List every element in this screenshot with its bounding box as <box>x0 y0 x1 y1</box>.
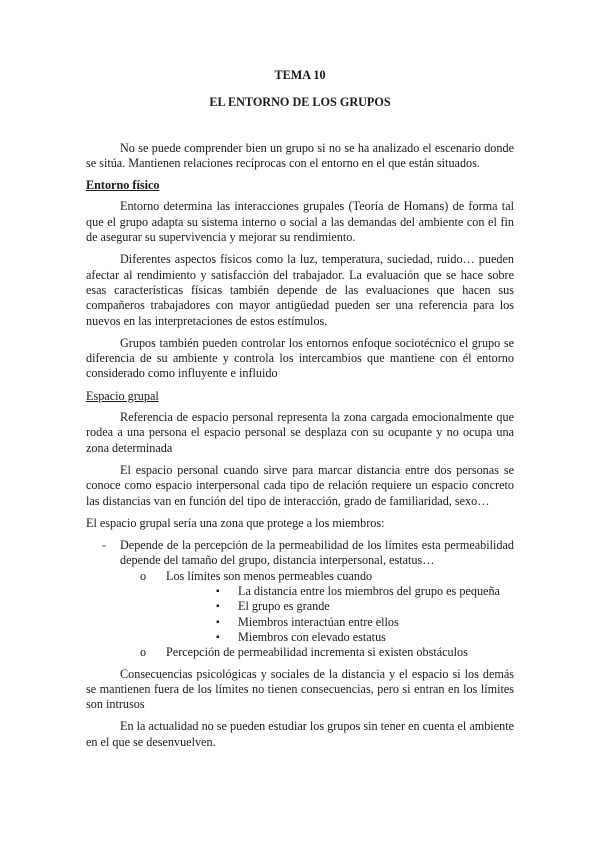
group-space-paragraph-4: Consecuencias psicológicas y sociales de la distancia y el espacio si los demás se mantienen fuera de los límites no tienen consecuencias, pero si entran en los límites son intrusos <box>86 666 514 712</box>
list-item <box>86 538 514 660</box>
sub-list-item-text: Percepción de permeabilidad incrementa si existen obstáculos <box>166 645 468 660</box>
list-item-text: Depende de la percepción de la permeabilidad de los límites esta permeabilidad depende del tamaño del grupo, distancia interpersonal, estatus… <box>120 538 514 568</box>
sub-list-item <box>120 569 514 645</box>
intro-paragraph: No se puede comprender bien un grupo si no se ha analizado el escenario donde se sitúa. Mantienen relaciones recíprocas con el entorno en el que están situados. <box>86 140 514 170</box>
group-space-paragraph-5: En la actualidad no se pueden estudiar los grupos sin tener en cuenta el ambiente en el que se desenvuelven. <box>86 719 514 749</box>
physical-paragraph-1: Entorno determina las interacciones grupales (Teoría de Homans) de forma tal que el grupo adapta su sistema interno o social a las demandas del ambiente con el fin de asegurar su supervivencia y mejorar su rendimiento. <box>86 199 514 245</box>
sub-list-item <box>120 645 514 660</box>
group-space-paragraph-2: El espacio personal cuando sirve para marcar distancia entre dos personas se conoce como espacio interpersonal cada tipo de relación requiere un espacio concreto las distancias van en función del tipo de interacción, grado de familiaridad, sexo… <box>86 462 514 508</box>
nested-list-item: ▪ Miembros interactúan entre ellos <box>166 615 514 630</box>
page-title: EL ENTORNO DE LOS GRUPOS <box>209 95 391 110</box>
document-body <box>86 68 514 757</box>
section-heading-physical: Entorno físico <box>86 178 160 193</box>
sub-list <box>120 569 514 661</box>
nested-list <box>166 584 514 645</box>
group-space-paragraph-3: El espacio grupal sería una zona que protege a los miembros: <box>86 515 385 530</box>
topic-number: TEMA 10 <box>274 68 326 82</box>
nested-list-item: ▪ Miembros con elevado estatus <box>166 630 514 645</box>
nested-list-item: ▪ El grupo es grande <box>166 599 514 614</box>
group-space-paragraph-1: Referencia de espacio personal representa la zona cargada emocionalmente que rodea a una persona el espacio personal se desplaza con su ocupante y no ocupa una zona determinada <box>86 410 514 455</box>
nested-list-item: ▪ La distancia entre los miembros del grupo es pequeña <box>166 584 514 599</box>
section-heading-group-space: Espacio grupal <box>86 388 159 403</box>
physical-paragraph-3: Grupos también pueden controlar los entornos enfoque sociotécnico el grupo se diferencia de su ambiente y controla los intercambios que mantiene con él entorno considerado como influyente e influido <box>86 335 514 381</box>
sub-list-item-text: Los límites son menos permeables cuando <box>166 568 373 583</box>
physical-paragraph-2: Diferentes aspectos físicos como la luz, temperatura, suciedad, ruido… pueden afectar al rendimiento y satisfacción del trabajador. La evaluación que se hace sobre esas características físicas también depende de las evaluaciones que hacen sus compañeros trabajadores con mayor antigüedad pueden ser una referencia para los nuevos en las interpretaciones de estos estímulos. <box>86 252 514 328</box>
permeability-list <box>86 538 514 660</box>
